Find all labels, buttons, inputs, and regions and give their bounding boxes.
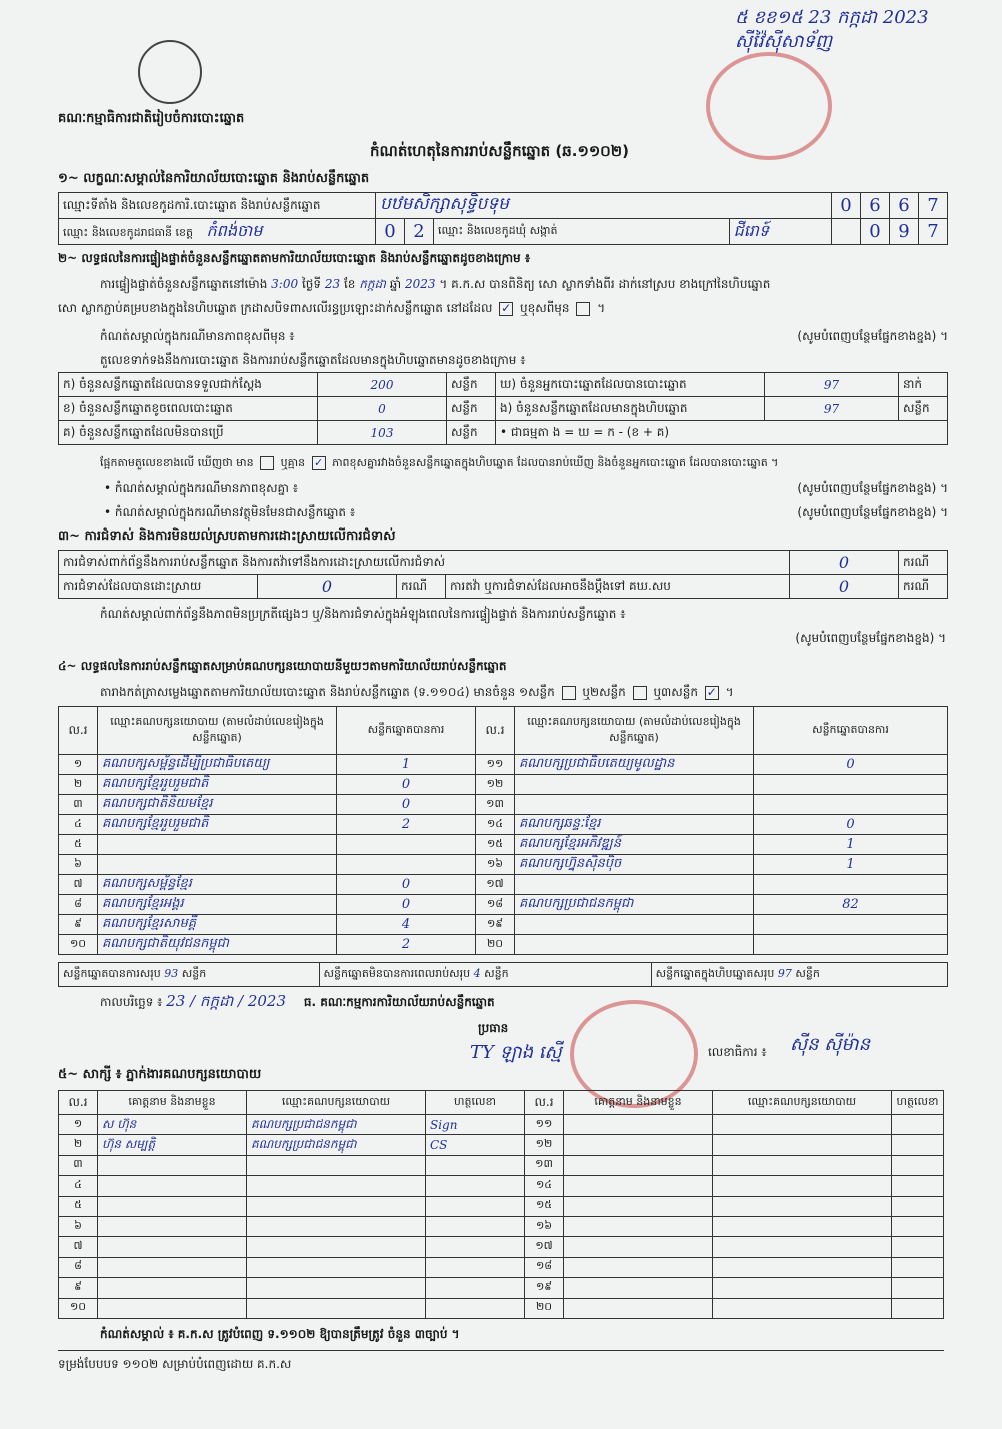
- witness-name: [98, 1155, 247, 1175]
- row-no: ១២: [525, 1135, 564, 1155]
- total-invalid-label: សន្លឹកឆ្នោតមិនបានការពេលរាប់សរុប: [323, 966, 471, 980]
- vote-count: [754, 875, 948, 895]
- signature: [426, 1196, 525, 1216]
- signature: [426, 1257, 525, 1277]
- vote-count: [754, 795, 948, 815]
- s1-row2-digit: 9: [890, 219, 919, 245]
- s2-unit: សន្លឹក: [447, 421, 496, 445]
- s1-row2-blank-cell: [832, 219, 861, 245]
- s2-text: សោ ស្លាកភ្ជាប់គម្របខាងក្នុងនៃហិបឆ្នោត ក្រដាសបិទពាសលើរន្ធប្រឡោះដាក់សន្លឹកឆ្នោត នៅដដែល: [58, 301, 493, 315]
- vote-count: 1: [754, 855, 948, 875]
- section2-para3: [100, 328, 948, 346]
- col-party: ឈ្មោះគណបក្សនយោបាយ: [247, 1091, 426, 1115]
- table-row: [59, 1257, 944, 1277]
- s4-text: ឬ៣សន្លឹក: [653, 685, 698, 699]
- vote-count: 1: [754, 835, 948, 855]
- vote-count: 0: [754, 755, 948, 775]
- party-name: គណបក្សខ្មែរអង្គរ: [98, 895, 337, 915]
- table-row: [59, 935, 948, 955]
- row-no: ៨: [59, 895, 98, 915]
- section2-para5: [100, 456, 950, 472]
- row-no: ៤: [59, 1176, 98, 1196]
- total-box-value: 97: [777, 966, 792, 980]
- total-box-label: សន្លឹកឆ្នោតក្នុងហិបឆ្នោតសរុប: [655, 966, 775, 980]
- row-no: ១៣: [476, 795, 515, 815]
- s3-cases: ករណី: [899, 575, 948, 599]
- s3-row2-value: 0: [258, 575, 397, 599]
- s2-text: ផ្អែកតាមតួលេខខាងលើ ឃើញថា មាន: [100, 456, 254, 469]
- signature: Sign: [426, 1115, 525, 1135]
- same-checkbox[interactable]: ✓: [501, 300, 512, 315]
- s2-text: ឆ្នាំ: [389, 277, 402, 291]
- witness-name: [564, 1115, 713, 1135]
- s2-unit: សន្លឹក: [899, 397, 948, 421]
- s3-row1-label: ការជំទាស់ពាក់ព័ន្ធនឹងការរាប់សន្លឹកឆ្នោត និងការតវ៉ាទៅនឹងការដោះស្រាយលើការជំទាស់: [59, 551, 790, 575]
- vote-count: 2: [337, 935, 476, 955]
- signature: [892, 1176, 944, 1196]
- party-name: [713, 1196, 892, 1216]
- footer-divider: [58, 1350, 944, 1351]
- party-name: [515, 915, 754, 935]
- s1-province-label: ឈ្មោះ និងលេខកូដរាជធានី ខេត្ត: [63, 225, 193, 239]
- s2-year: 2023: [404, 277, 436, 291]
- party-name: [515, 935, 754, 955]
- section2-table: [58, 372, 948, 445]
- vote-count: 0: [337, 895, 476, 915]
- s2-text: ។ គ.ក.ស បានពិនិត្យ សោ ស្លាកទាំងពីរ ដាក់នៅស្រប ខាងក្រៅនៃហិបឆ្នោត: [439, 277, 771, 291]
- section5-heading: ៥~ សាក្សី ៖ ភ្នាក់ងារគណបក្សនយោបាយ: [58, 1067, 262, 1082]
- s4-text: ឬ២សន្លឹក: [582, 685, 626, 699]
- row-no: ៥: [59, 1196, 98, 1216]
- row-no: ១៧: [476, 875, 515, 895]
- table-row: [59, 1298, 944, 1318]
- party-name: [713, 1298, 892, 1318]
- s3-row1-value: 0: [790, 551, 899, 575]
- fill-note: (សូមបំពេញបន្ថែមផ្នែកខាងខ្នង) ។: [797, 329, 948, 343]
- section5-witness-table: [58, 1090, 944, 1319]
- row-no: ២០: [476, 935, 515, 955]
- vote-count: [754, 915, 948, 935]
- party-name: គណបក្សប្រជាជនកម្ពុជា: [247, 1115, 426, 1135]
- signature: [426, 1176, 525, 1196]
- s1-row1-digit: 0: [832, 193, 861, 219]
- row-no: ៩: [59, 1278, 98, 1298]
- row-no: ៤: [59, 815, 98, 835]
- party-name: [713, 1155, 892, 1175]
- witness-name: [564, 1298, 713, 1318]
- witness-name: [98, 1278, 247, 1298]
- signature: [426, 1278, 525, 1298]
- s3-cases: ករណី: [899, 551, 948, 575]
- row-no: ៦: [59, 1216, 98, 1236]
- table-row: [59, 1176, 944, 1196]
- vote-count: 0: [337, 775, 476, 795]
- section3-note: កំណត់សម្គាល់ពាក់ព័ន្ធនឹងភាពមិនប្រក្រតីផ្សេងៗ ឬ/និងការជំទាស់ក្នុងអំឡុងពេលនៃការផ្ទៀងផ្ទាត់ និងការរាប់សន្លឹកឆ្នោត ៖: [100, 607, 626, 621]
- has-difference-checkbox[interactable]: [260, 456, 274, 470]
- form-note: ទម្រង់បែបបទ ១១០២ សម្រាប់បំពេញដោយ គ.ក.ស: [58, 1357, 292, 1371]
- witness-name: [98, 1237, 247, 1257]
- party-name: [713, 1115, 892, 1135]
- witness-name: [564, 1257, 713, 1277]
- chair-name: TY ឡាង ស្មើ: [470, 1042, 562, 1063]
- signature: [892, 1135, 944, 1155]
- col-party: ឈ្មោះគណបក្សនយោបាយ: [713, 1091, 892, 1115]
- vote-count: 0: [337, 795, 476, 815]
- table-row: [59, 895, 948, 915]
- vote-count: [337, 835, 476, 855]
- s2-unit: សន្លឹក: [447, 397, 496, 421]
- row-no: ១០: [59, 1298, 98, 1318]
- row-no: ១០: [59, 935, 98, 955]
- section3-heading: ៣~ ការជំទាស់ និងការមិនយល់ស្របតាមការដោះស្រាយលើការជំទាស់: [58, 529, 396, 544]
- fill-note: (សូមបំពេញបន្ថែមផ្នែកខាងខ្នង) ។: [797, 481, 948, 495]
- section2-bullet1: [104, 480, 948, 498]
- witness-name: [564, 1196, 713, 1216]
- section1-heading: ១~ លក្ខណៈសម្គាល់នៃការិយាល័យបោះឆ្នោត និងរាប់សន្លឹកឆ្នោត: [58, 171, 370, 186]
- total-invalid-value: 4: [473, 966, 481, 980]
- s2-text: ឬខុសពីមុន: [520, 301, 570, 315]
- row-no: ១៥: [525, 1196, 564, 1216]
- table-row: [59, 915, 948, 935]
- signature: [892, 1216, 944, 1236]
- s2-text: ឬគ្មាន: [280, 456, 306, 469]
- party-name: គណបក្សហ្វ៊ុនស៊ិនប៉ិច: [515, 855, 754, 875]
- s2-text: ថ្ងៃទី: [301, 277, 321, 291]
- witness-name: [564, 1216, 713, 1236]
- s2-formula: • ជាធម្មតា ង = ឃ = ក - (ខ + គ): [496, 421, 948, 445]
- table-row: [59, 815, 948, 835]
- row-no: ២: [59, 1135, 98, 1155]
- vote-count: 82: [754, 895, 948, 915]
- s2-time: 3:00: [271, 277, 299, 291]
- party-name: គណបក្សខ្មែររួបរួមជាតិ: [98, 815, 337, 835]
- row-no: ៩: [59, 915, 98, 935]
- table-row: [59, 835, 948, 855]
- row-no: ៧: [59, 1237, 98, 1257]
- party-name: [515, 775, 754, 795]
- table-row: [59, 1196, 944, 1216]
- unit: សន្លឹក: [181, 966, 207, 980]
- party-name: [247, 1155, 426, 1175]
- committee-name: គណៈកម្មាធិការជាតិរៀបចំការបោះឆ្នោត: [58, 111, 245, 126]
- s2-label: ខ) ចំនួនសន្លឹកឆ្នោតខូចពេលបោះឆ្នោត: [59, 397, 318, 421]
- unit: សន្លឹក: [795, 966, 820, 980]
- s3-row2-label-b: ការតវ៉ា ឬការជំទាស់ដែលអាចនឹងប្តឹងទៅ គឃ.សប: [446, 575, 790, 599]
- col-no: ល.រ: [59, 1091, 98, 1115]
- row-no: ១៨: [525, 1257, 564, 1277]
- row-no: ៧: [59, 875, 98, 895]
- s2-text: ការផ្ទៀងផ្ទាត់ចំនួនសន្លឹកឆ្នោតនៅម៉ោង: [100, 277, 268, 291]
- row-no: ១៣: [525, 1155, 564, 1175]
- party-name: [247, 1278, 426, 1298]
- party-name: គណបក្សប្រជាធិបតេយ្យមូលដ្ឋាន: [515, 755, 754, 775]
- three-sheets-checkbox[interactable]: ✓: [706, 684, 717, 699]
- row-no: ១៩: [525, 1278, 564, 1298]
- s1-row1-digit: 7: [919, 193, 948, 219]
- party-name: គណបក្សប្រជាជនកម្ពុជា: [247, 1135, 426, 1155]
- party-name: [247, 1216, 426, 1236]
- s2-label: ឃ) ចំនួនអ្នកបោះឆ្នោតដែលបានបោះឆ្នោត: [496, 373, 765, 397]
- col-name: គោត្តនាម និងនាមខ្លួន: [98, 1091, 247, 1115]
- party-name: [713, 1176, 892, 1196]
- party-name: [247, 1237, 426, 1257]
- witness-name: [98, 1257, 247, 1277]
- handwritten-note: ៥ ខខ១៥ 23 កក្កដា 2023 ស៊ីវ៉ៃស៊ីសាទ័ញ: [735, 7, 929, 52]
- signature: [892, 1115, 944, 1135]
- s2-value: 0: [318, 397, 447, 421]
- col-no: ល.រ: [476, 707, 515, 755]
- row-no: ១១: [525, 1115, 564, 1135]
- party-name: គណបក្សសម្ព័ន្ធដើម្បីប្រជាធិបតេយ្យ: [98, 755, 337, 775]
- official-seal-top: [706, 52, 832, 160]
- party-name: [247, 1257, 426, 1277]
- total-invalid-cell: [319, 963, 651, 987]
- s2-value: 97: [765, 397, 899, 421]
- s2-text: ខែ: [343, 277, 356, 291]
- witness-name: ស ហ៊ុន: [98, 1115, 247, 1135]
- party-name: [247, 1196, 426, 1216]
- witness-name: [98, 1298, 247, 1318]
- row-no: ២០: [525, 1298, 564, 1318]
- table-row: [59, 1216, 944, 1236]
- witness-name: [98, 1216, 247, 1236]
- section2-bullet2: [104, 504, 948, 522]
- total-valid-cell: [59, 963, 320, 987]
- witness-name: [564, 1278, 713, 1298]
- vote-count: [754, 935, 948, 955]
- party-name: [713, 1237, 892, 1257]
- party-name: [713, 1257, 892, 1277]
- row-no: ៦: [59, 855, 98, 875]
- unit: សន្លឹក: [484, 966, 509, 980]
- table-row: [59, 1278, 944, 1298]
- col-sign: ហត្ថលេខា: [892, 1091, 944, 1115]
- chair-label: ប្រធាន: [478, 1021, 509, 1035]
- table-row: [59, 795, 948, 815]
- row-no: ១៩: [476, 915, 515, 935]
- party-name: [515, 795, 754, 815]
- signature: [892, 1196, 944, 1216]
- witness-name: [98, 1176, 247, 1196]
- row-no: ១៦: [476, 855, 515, 875]
- s4-text: តារាងកត់ត្រាសម្លេងឆ្នោតតាមការិយាល័យបោះឆ្នោត និងរាប់សន្លឹកឆ្នោត (ទ.១១០៤) មានចំនួន ១សន្លឹក: [100, 685, 555, 699]
- vote-count: [754, 775, 948, 795]
- row-no: ៥: [59, 835, 98, 855]
- col-votes: សន្លឹកឆ្នោតបានការ: [337, 707, 476, 755]
- party-name: គណបក្សជាតិនិយមខ្មែរ: [98, 795, 337, 815]
- s1-commune-label: ឈ្មោះ និងលេខកូដឃុំ សង្កាត់: [434, 219, 730, 245]
- secretary-name: ស៊ីន ស៊ីម៉ាន: [790, 1034, 870, 1055]
- row-no: ១៦: [525, 1216, 564, 1236]
- section2-para4: តួលេខទាក់ទងនឹងការបោះឆ្នោត និងការរាប់សន្លឹកឆ្នោតដែលមានក្នុងហិបឆ្នោតមានដូចខាងក្រោម ៖: [100, 353, 526, 367]
- s2-value: 200: [318, 373, 447, 397]
- party-name: គណបក្សខ្មែររួបរួមជាតិ: [98, 775, 337, 795]
- s1-row2-digit: 0: [376, 219, 405, 245]
- s1-province-value: កំពង់ចាម: [206, 220, 263, 240]
- row-no: ៨: [59, 1257, 98, 1277]
- s2-label: គ) ចំនួនសន្លឹកឆ្នោតដែលមិនបានប្រើ: [59, 421, 318, 445]
- s1-row2-digit: 7: [919, 219, 948, 245]
- section4-totals: [58, 962, 948, 987]
- party-name: [713, 1278, 892, 1298]
- one-sheet-checkbox[interactable]: [562, 686, 576, 700]
- party-name: [515, 875, 754, 895]
- col-name: គោត្តនាម និងនាមខ្លួន: [564, 1091, 713, 1115]
- vote-count: 2: [337, 815, 476, 835]
- party-name: គណបក្សជាតិយុវជនកម្ពុជា: [98, 935, 337, 955]
- section3-table: [58, 550, 948, 599]
- row-no: ១: [59, 1115, 98, 1135]
- table-row: [59, 855, 948, 875]
- party-name: គណបក្សខ្មែរអភិវឌ្ឍន៍: [515, 835, 754, 855]
- vote-count: 4: [337, 915, 476, 935]
- total-box-cell: [651, 963, 947, 987]
- table-row: [59, 775, 948, 795]
- s2-unit: នាក់: [899, 373, 948, 397]
- s3-row2-label: ការជំទាស់ដែលបានដោះស្រាយ: [59, 575, 258, 599]
- s1-row1-value: បឋមសិក្សាសុទ្ធិបទុម: [376, 193, 832, 219]
- witness-name: [564, 1237, 713, 1257]
- s1-row2-digit: 0: [861, 219, 890, 245]
- signature: [892, 1298, 944, 1318]
- different-checkbox[interactable]: [576, 302, 590, 316]
- witness-name: [564, 1176, 713, 1196]
- section4-heading: ៤~ លទ្ធផលនៃការរាប់សន្លឹកឆ្នោតសម្រាប់គណបក្សនយោបាយនីមួយៗតាមការិយាល័យរាប់សន្លឹកឆ្នោត: [58, 659, 507, 673]
- section2-para2: សោ ស្លាកភ្ជាប់គម្របខាងក្នុងនៃហិបឆ្នោត ក្រដាសបិទពាសលើរន្ធប្រឡោះដាក់សន្លឹកឆ្នោត នៅដដែល ✓ ឬខុសពីមុន ។: [58, 300, 606, 315]
- no-difference-checkbox[interactable]: ✓: [312, 456, 326, 470]
- table-row: [59, 875, 948, 895]
- section3-fill-note: (សូមបំពេញបន្ថែមផ្នែកខាងខ្នង) ។: [795, 631, 946, 645]
- signature: CS: [426, 1135, 525, 1155]
- party-name: [247, 1176, 426, 1196]
- signature: [426, 1237, 525, 1257]
- section5-footnote: កំណត់សម្គាល់ ៖ គ.ក.ស ត្រូវបំពេញ ទ.១១០២ ឱ្យបានត្រឹមត្រូវ ចំនួន ៣ច្បាប់ ។: [100, 1327, 460, 1341]
- s2-month: កក្កដា: [359, 277, 386, 291]
- col-votes: សន្លឹកឆ្នោតបានការ: [754, 707, 948, 755]
- witness-name: ហ៊ុន សម្បត្តិ: [98, 1135, 247, 1155]
- fill-note: (សូមបំពេញបន្ថែមផ្នែកខាងខ្នង) ។: [797, 505, 948, 519]
- s2-text: ភាពខុសគ្នារវាងចំនួនសន្លឹកឆ្នោតក្នុងហិបឆ្នោត ដែលបានរាប់ឃើញ និងចំនួនអ្នកបោះឆ្នោត ដែលបានបោះឆ្នោត ។: [332, 456, 779, 469]
- row-no: ១៥: [476, 835, 515, 855]
- col-party: ឈ្មោះគណបក្សនយោបាយ (តាមលំដាប់លេខរៀងក្នុងសន្លឹកឆ្នោត): [98, 707, 337, 755]
- row-no: ១១: [476, 755, 515, 775]
- party-name: គណបក្សខ្មែរសាមគ្គី: [98, 915, 337, 935]
- s1-row1-digit: 6: [861, 193, 890, 219]
- table-row: [59, 1135, 944, 1155]
- signature: [892, 1278, 944, 1298]
- vote-count: 0: [337, 875, 476, 895]
- s2-label: ង) ចំនួនសន្លឹកឆ្នោតដែលមានក្នុងហិបឆ្នោត: [496, 397, 765, 421]
- row-no: ១: [59, 755, 98, 775]
- row-no: ១៤: [525, 1176, 564, 1196]
- section4-date: [100, 992, 495, 1014]
- two-sheets-checkbox[interactable]: [633, 686, 647, 700]
- signature: [892, 1237, 944, 1257]
- s1-row1-digit: 6: [890, 193, 919, 219]
- s3-cases: ករណី: [397, 575, 446, 599]
- total-valid-value: 93: [164, 966, 179, 980]
- total-valid-label: សន្លឹកឆ្នោតបានការសរុប: [63, 966, 161, 980]
- s1-row2-label: [59, 219, 376, 245]
- witness-name: [98, 1196, 247, 1216]
- row-no: ៣: [59, 1155, 98, 1175]
- s1-row1-label: ឈ្មោះទីតាំង និងលេខកូដការិ.បោះឆ្នោត និងរាប់សន្លឹកឆ្នោត: [59, 193, 376, 219]
- party-name: គណបក្សសម្ព័ន្ធខ្មែរ: [98, 875, 337, 895]
- party-name: [98, 855, 337, 875]
- committee-sign: ធ. គណៈកម្មការការិយាល័យរាប់សន្លឹកឆ្នោត: [303, 995, 495, 1009]
- signature: [426, 1216, 525, 1236]
- witness-name: [564, 1135, 713, 1155]
- table-row: [59, 755, 948, 775]
- signature: [426, 1298, 525, 1318]
- s2-text: • កំណត់សម្គាល់ក្នុងករណីមានភាពខុសគ្នា ៖: [104, 481, 299, 495]
- s1-commune-value: ជីរោទ៍: [729, 219, 831, 245]
- col-party: ឈ្មោះគណបក្សនយោបាយ (តាមលំដាប់លេខរៀងក្នុងសន្លឹកឆ្នោត): [515, 707, 754, 755]
- party-name: [713, 1216, 892, 1236]
- s3-row2-value-b: 0: [790, 575, 899, 599]
- party-name: គណបក្សប្រជាជនកម្ពុជា: [515, 895, 754, 915]
- col-sign: ហត្ថលេខា: [426, 1091, 525, 1115]
- row-no: ១៨: [476, 895, 515, 915]
- party-name: គណបក្សឆន្ទៈខ្មែរ: [515, 815, 754, 835]
- row-no: ១៧: [525, 1237, 564, 1257]
- s2-day: 23: [324, 277, 341, 291]
- s2-unit: សន្លឹក: [447, 373, 496, 397]
- s2-value: 103: [318, 421, 447, 445]
- date-value: 23 / កក្កដា / 2023: [166, 992, 287, 1010]
- party-name: [247, 1298, 426, 1318]
- col-no: ល.រ: [59, 707, 98, 755]
- signature: [892, 1257, 944, 1277]
- row-no: ៣: [59, 795, 98, 815]
- table-row: [59, 1237, 944, 1257]
- emblem-icon: [138, 40, 202, 104]
- row-no: ១៤: [476, 815, 515, 835]
- row-no: ១២: [476, 775, 515, 795]
- s1-row2-digit: 2: [405, 219, 434, 245]
- vote-count: 0: [754, 815, 948, 835]
- s2-label: ក) ចំនួនសន្លឹកឆ្នោតដែលបានទទួលជាក់ស្តែង: [59, 373, 318, 397]
- signature: [426, 1155, 525, 1175]
- party-name: [713, 1135, 892, 1155]
- section4-results-table: [58, 706, 948, 955]
- page-title: កំណត់ហេតុនៃការរាប់សន្លឹកឆ្នោត (ឆ.១១០២): [370, 142, 630, 160]
- secretary-label: លេខាធិការ ៖: [708, 1045, 767, 1059]
- col-no: ល.រ: [525, 1091, 564, 1115]
- section1-table: [58, 192, 948, 245]
- vote-count: 1: [337, 755, 476, 775]
- section2-heading: ២~ លទ្ធផលនៃការផ្ទៀងផ្ទាត់ចំនួនសន្លឹកឆ្នោតតាមការិយាល័យបោះឆ្នោត និងរាប់សន្លឹកឆ្នោតដូចខាងក្រោម ៖: [58, 251, 531, 265]
- table-row: [59, 1155, 944, 1175]
- section4-sub: តារាងកត់ត្រាសម្លេងឆ្នោតតាមការិយាល័យបោះឆ្នោត និងរាប់សន្លឹកឆ្នោត (ទ.១១០៤) មានចំនួន ១សន្លឹក ឬ២សន្លឹក ឬ៣សន្លឹក ✓ ។: [100, 684, 734, 699]
- s2-text: កំណត់សម្គាល់ក្នុងករណីមានភាពខុសពីមុន ៖: [100, 329, 295, 343]
- date-label: កាលបរិច្ឆេទ ៖: [100, 995, 163, 1009]
- s2-text: • កំណត់សម្គាល់ក្នុងករណីមានវត្ថុមិនមែនជាសន្លឹកឆ្នោត ៖: [104, 505, 356, 519]
- witness-name: [564, 1155, 713, 1175]
- row-no: ២: [59, 775, 98, 795]
- s2-value: 97: [765, 373, 899, 397]
- section2-para1: [100, 276, 950, 294]
- party-name: [98, 835, 337, 855]
- vote-count: [337, 855, 476, 875]
- table-row: [59, 1115, 944, 1135]
- signature: [892, 1155, 944, 1175]
